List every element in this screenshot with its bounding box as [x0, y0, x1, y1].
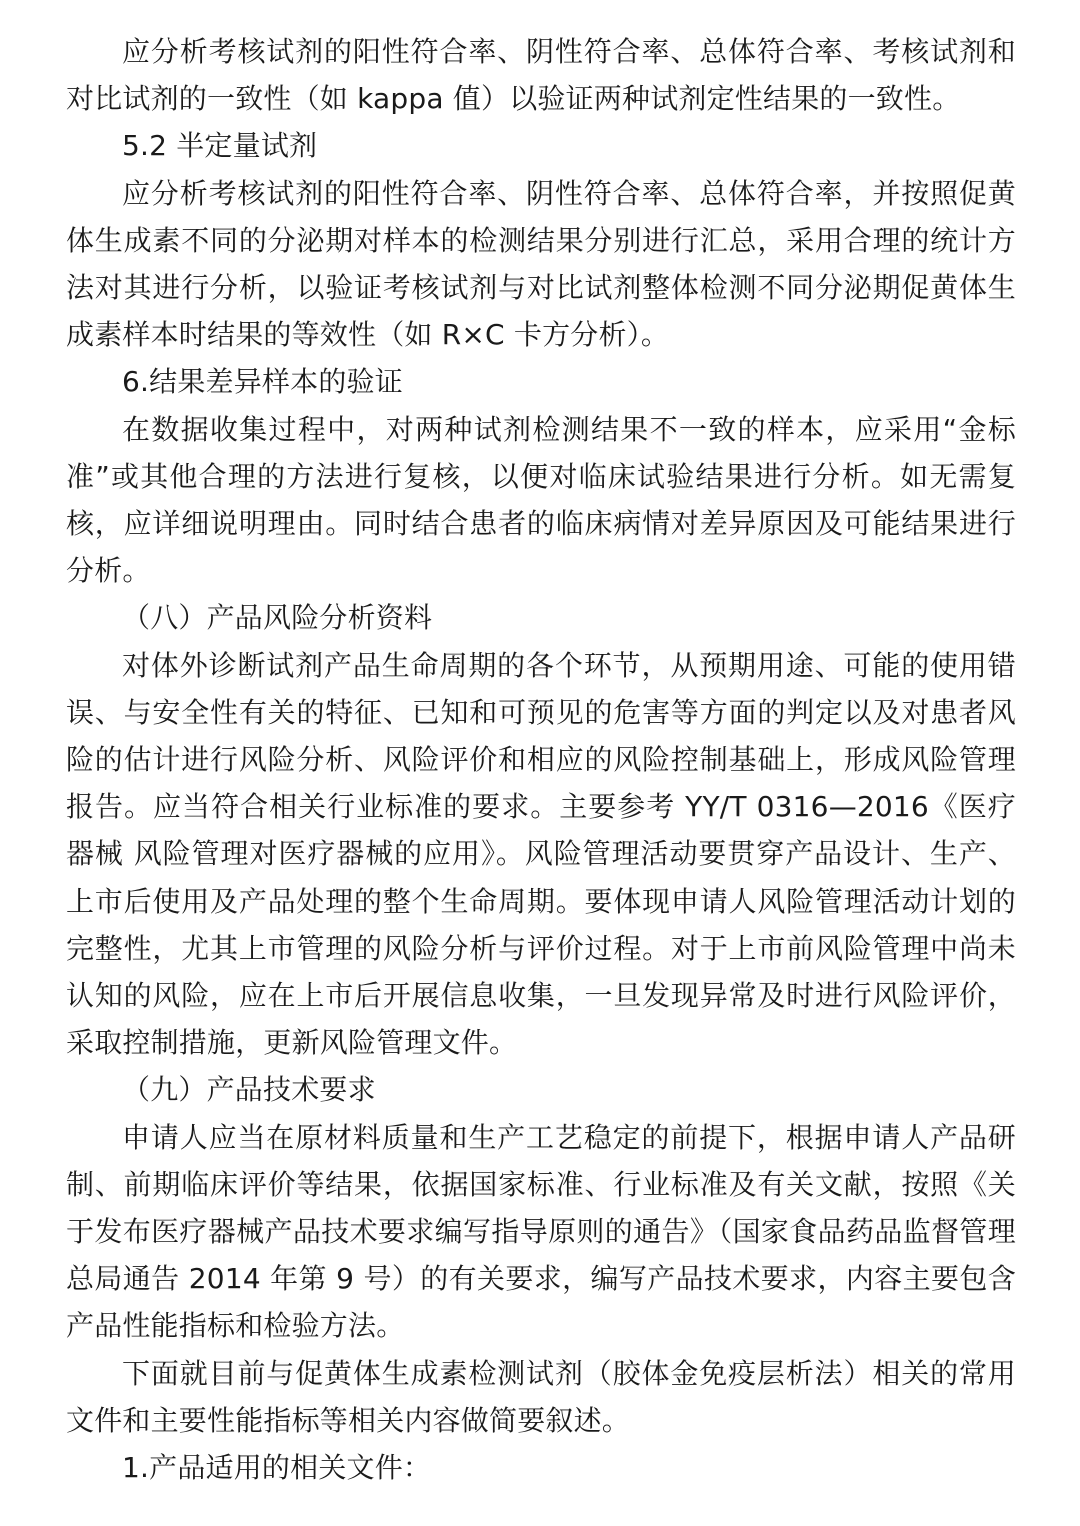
paragraph-overview: 下面就目前与促黄体生成素检测试剂（胶体金免疫层析法）相关的常用文件和主要性能指标等相关内容做简要叙述。: [66, 1356, 1016, 1437]
paragraph-risk-analysis: 对体外诊断试剂产品生命周期的各个环节，从预期用途、可能的使用错误、与安全性有关的特征、已知和可预见的危害等方面的判定以及对患者风险的估计进行风险分析、风险评价和相应的风险控制基础上，形成风险管理报告。应当符合相关行业标准的要求。主要参考 YY/T 0316—2016《医疗器械 风险管理对医疗器械的应用》。风险管理活动要贯穿产品设计、生产、上市后使用及产品处理的整个生命周期。要体现申请人风险管理活动计划的完整性，尤其上市管理的风险分析与评价过程。对于上市前风险管理中尚未认知的风险，应在上市后开展信息收集，一旦发现异常及时进行风险评价，采取控制措施，更新风险管理文件。: [66, 648, 1016, 1060]
heading-discrepant-samples: 6.结果差异样本的验证: [122, 365, 403, 399]
paragraph-semi-quantitative-analysis: 应分析考核试剂的阳性符合率、阴性符合率、总体符合率，并按照促黄体生成素不同的分泌期对样本的检测结果分别进行汇总，采用合理的统计方法对其进行分析，以验证考核试剂与对比试剂整体检测不同分泌期促黄体生成素样本时结果的等效性（如 R×C 卡方分析）。: [66, 176, 1016, 352]
paragraph-discrepant-samples: 在数据收集过程中，对两种试剂检测结果不一致的样本，应采用“金标准”或其他合理的方法进行复核，以便对临床试验结果进行分析。如无需复核，应详细说明理由。同时结合患者的临床病情对差异原因及可能结果进行分析。: [66, 412, 1016, 588]
document-page: [66, 28, 1016, 1491]
heading-applicable-documents: 1.产品适用的相关文件：: [122, 1451, 432, 1485]
paragraph-technical-requirements: 申请人应当在原材料质量和生产工艺稳定的前提下，根据申请人产品研制、前期临床评价等结果，依据国家标准、行业标准及有关文献，按照《关于发布医疗器械产品技术要求编写指导原则的通告》（国家食品药品监督管理总局通告 2014 年第 9 号）的有关要求，编写产品技术要求，内容主要包含产品性能指标和检验方法。: [66, 1120, 1016, 1343]
paragraph-qualitative-analysis: 应分析考核试剂的阳性符合率、阴性符合率、总体符合率、考核试剂和对比试剂的一致性（如 kappa 值）以验证两种试剂定性结果的一致性。: [66, 35, 1016, 116]
heading-risk-analysis: （八）产品风险分析资料: [122, 601, 433, 635]
heading-technical-requirements: （九）产品技术要求: [122, 1073, 376, 1107]
heading-semi-quantitative: 5.2 半定量试剂: [122, 129, 318, 163]
